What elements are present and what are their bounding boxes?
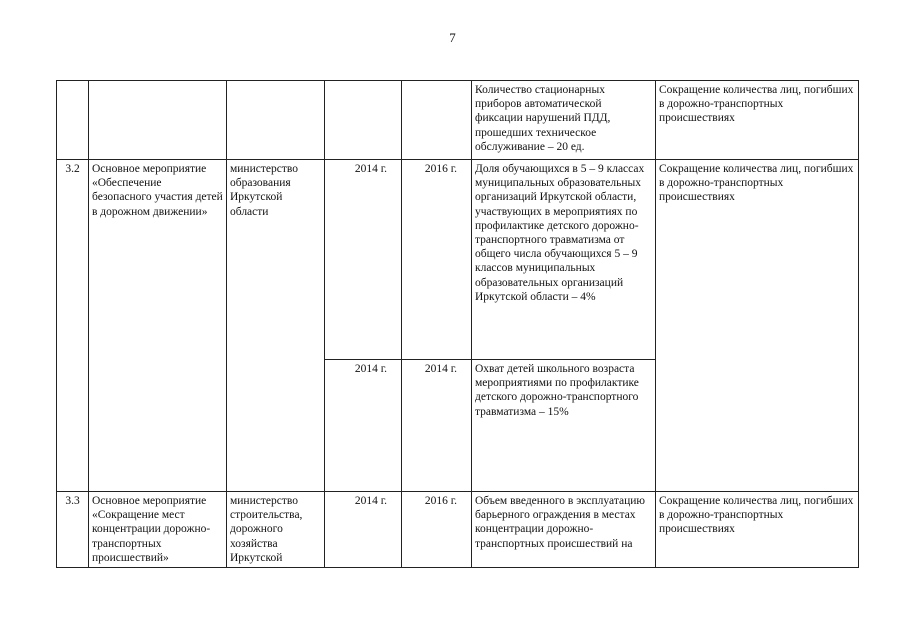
table-row (57, 492, 859, 568)
activity-name-cell: Основное мероприятие «Обеспечение безопасного участия детей в дорожном движении» (89, 160, 227, 492)
row-number-cell: 3.2 (57, 160, 89, 492)
row-number-cell: 3.3 (57, 492, 89, 568)
end-year-cell: 2016 г. (402, 160, 472, 360)
end-year-cell: 2014 г. (402, 360, 472, 492)
indicator-cell: Доля обучающихся в 5 – 9 классах муниципальных образовательных организаций Иркутской области, участвующих в мероприятиях по профилактике детского дорожно-транспортного травматизма от общего числа обучающихся 5 – 9 классов муниципальных образовательных организаций Иркутской области – 4% (472, 160, 656, 360)
page-number: 7 (449, 30, 456, 45)
executor-cell: министерство образования Иркутской области (227, 160, 325, 492)
table-row (57, 81, 859, 160)
indicator-cell: Количество стационарных приборов автоматической фиксации нарушений ПДД, прошедших техническое обслуживание – 20 ед. (472, 81, 656, 160)
goal-cell: Сокращение количества лиц, погибших в дорожно-транспортных происшествиях (656, 81, 859, 160)
goal-cell: Сокращение количества лиц, погибших в дорожно-транспортных происшествиях (656, 160, 859, 492)
end-year-cell (402, 81, 472, 160)
row-number-cell (57, 81, 89, 160)
start-year-cell: 2014 г. (325, 492, 402, 568)
program-table (56, 80, 859, 568)
start-year-cell: 2014 г. (325, 160, 402, 360)
activity-name-cell (89, 81, 227, 160)
goal-cell: Сокращение количества лиц, погибших в дорожно-транспортных происшествиях (656, 492, 859, 568)
executor-cell: министерство строительства, дорожного хозяйства Иркутской (227, 492, 325, 568)
start-year-cell (325, 81, 402, 160)
activity-name-cell: Основное мероприятие «Сокращение мест концентрации дорожно-транспортных происшествий» (89, 492, 227, 568)
table-row (57, 160, 859, 360)
start-year-cell: 2014 г. (325, 360, 402, 492)
end-year-cell: 2016 г. (402, 492, 472, 568)
indicator-cell: Объем введенного в эксплуатацию барьерного ограждения в местах концентрации дорожно-транспортных происшествий на (472, 492, 656, 568)
indicator-cell: Охват детей школьного возраста мероприятиями по профилактике детского дорожно-транспортного травматизма – 15% (472, 360, 656, 492)
executor-cell (227, 81, 325, 160)
